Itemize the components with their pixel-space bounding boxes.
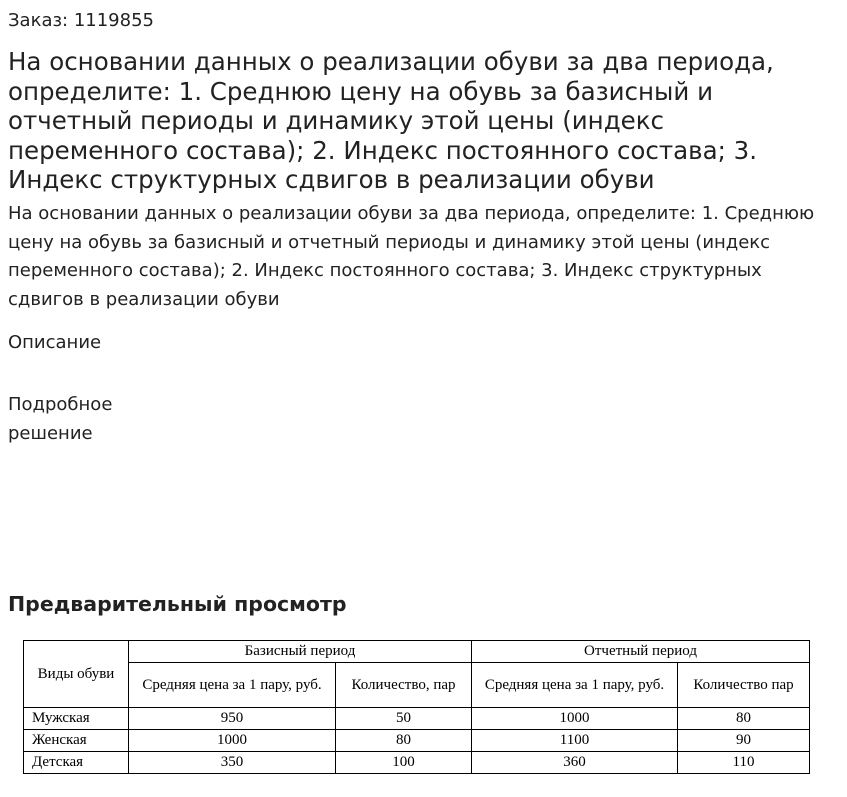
table-cell: 80 bbox=[336, 730, 472, 752]
preview-heading: Предварительный просмотр bbox=[8, 592, 347, 616]
row-name: Детская bbox=[24, 752, 129, 774]
description-label: Описание bbox=[8, 332, 102, 353]
table-cell: 100 bbox=[336, 752, 472, 774]
table-cell: 1000 bbox=[472, 708, 678, 730]
table-row bbox=[24, 730, 810, 752]
data-table bbox=[23, 640, 810, 774]
table-cell: 360 bbox=[472, 752, 678, 774]
row-name: Женская bbox=[24, 730, 129, 752]
table-row bbox=[24, 752, 810, 774]
table-cell: 50 bbox=[336, 708, 472, 730]
header-report-quantity: Количество пар bbox=[678, 663, 810, 708]
task-description: На основании данных о реализации обуви за два периода, определите: 1. Среднюю цену на обувь за базисный и отчетный периоды и динамику этой цены (индекс переменного состава); 2. Индекс постоянного состава; 3. Индекс структурных сдвигов в реализации обуви bbox=[8, 203, 815, 310]
table-cell: 110 bbox=[678, 752, 810, 774]
header-report-period: Отчетный период bbox=[472, 641, 810, 663]
order-number: Заказ: 1119855 bbox=[8, 10, 154, 31]
table-cell: 350 bbox=[129, 752, 336, 774]
table-cell: 80 bbox=[678, 708, 810, 730]
header-base-price: Средняя цена за 1 пару, руб. bbox=[129, 663, 336, 708]
header-kinds: Виды обуви bbox=[24, 641, 129, 708]
header-base-quantity: Количество, пар bbox=[336, 663, 472, 708]
table-cell: 1000 bbox=[129, 730, 336, 752]
header-report-price: Средняя цена за 1 пару, руб. bbox=[472, 663, 678, 708]
table-cell: 1100 bbox=[472, 730, 678, 752]
header-base-period: Базисный период bbox=[129, 641, 472, 663]
task-title: На основании данных о реализации обуви за два периода, определите: 1. Среднюю цену на обувь за базисный и отчетный периоды и динамику этой цены (индекс переменного состава); 2. Индекс постоянного состава; 3. Индекс структурных сдвигов в реализации обуви bbox=[8, 47, 774, 195]
row-name: Мужская bbox=[24, 708, 129, 730]
solution-label: Подробное решение bbox=[8, 394, 113, 444]
table-cell: 90 bbox=[678, 730, 810, 752]
table-cell: 950 bbox=[129, 708, 336, 730]
table-row bbox=[24, 708, 810, 730]
